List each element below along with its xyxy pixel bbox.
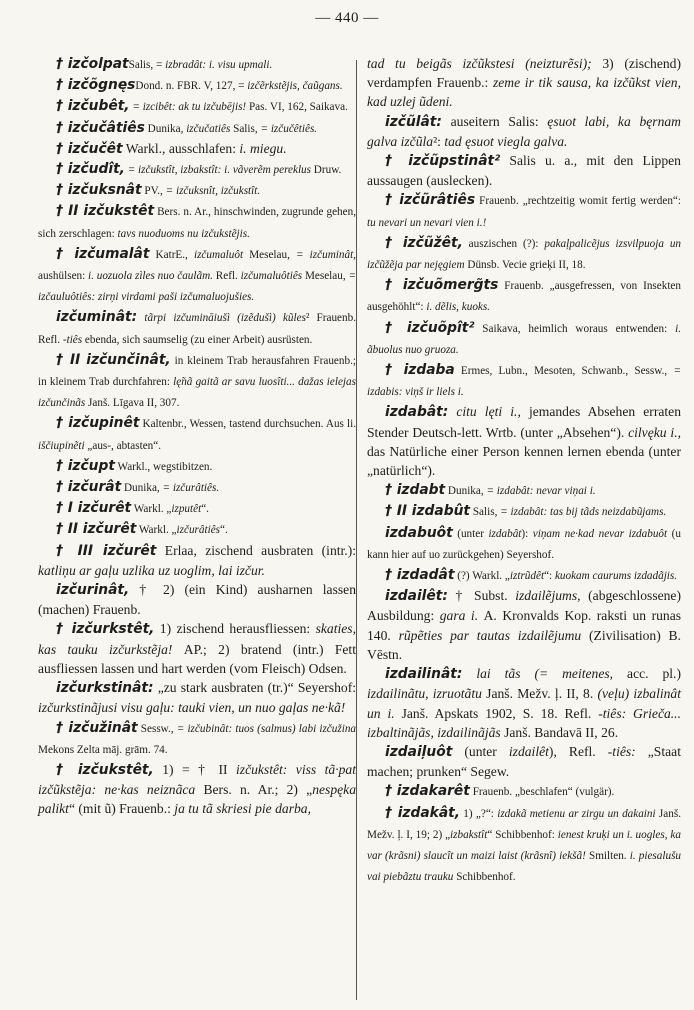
entry-text: gara i. (439, 608, 484, 624)
entry-text: -tiês: Grieča... izbaltinãjãs, izdailinãjãs (367, 705, 681, 740)
entry-text: izdailẽjums, (515, 588, 589, 604)
entry-text: ja tu tã skriesi pie darba, (174, 801, 311, 817)
entry-headword: † izčõgnęs (56, 77, 136, 94)
dictionary-entry (38, 760, 356, 819)
dictionary-entry (38, 580, 356, 619)
entry-text: izbakstît (450, 828, 488, 841)
entry-text: in kleinem Trab herausfahren Frauenb.; in kleinem Trab durchfahren: (38, 354, 356, 389)
entry-text: AP.; 2) bratend (intr.) Fett ausfliessen lassen und hart werden (vom Fleisch) Odsen. (38, 641, 356, 676)
entry-headword: † izčuõmerg̃ts (385, 277, 499, 294)
entry-text: (abgeschlossene) Ausbildung: (367, 588, 681, 624)
entry-text: A. Kronvalds Kop. raksti un runas 140. (367, 608, 682, 643)
entry-text: ²: (433, 133, 445, 149)
entry-text: izdakã metienu ar zirgu un dakaini (497, 807, 659, 820)
entry-text: i. ãbuolus nuo gruoza. (367, 322, 681, 356)
dictionary-entry (367, 360, 681, 402)
entry-text: = izčubinât: tuos (salmus) labi izčužina (176, 722, 357, 735)
entry-text: (unter (452, 743, 509, 759)
entry-text: izčučatiês (186, 122, 234, 135)
entry-text: “. (220, 524, 228, 537)
entry-text: † 2) (ein Kind) ausharnen lassen (machen) Frauenb. (38, 582, 356, 618)
entry-text: Frauenb. „ausgefressen, von Insekten ausgehöhlt“: (367, 280, 681, 314)
entry-text: = izcibêt: ak tu izčubējis! (129, 101, 249, 114)
entry-headword: † izčurât (56, 479, 122, 496)
dictionary-entry (38, 201, 356, 243)
dictionary-entry (367, 781, 681, 802)
entry-headword: izdailêt: (385, 588, 448, 605)
entry-headword: † izčučâtiês (56, 119, 145, 136)
dictionary-entry (367, 480, 681, 501)
entry-headword: † izčužinât (56, 719, 138, 736)
entry-text: † Subst. (447, 588, 516, 604)
entry-headword: † izdakât, (385, 804, 460, 821)
entry-text: izčukstêt: viss tã·pat izčũkstẽja: ne·kas neiznãca (38, 761, 356, 798)
entry-text: Salis, (470, 506, 501, 519)
entry-headword: † izčupt (56, 457, 115, 474)
entry-text: izbradât: i. visu upmali. (165, 59, 273, 71)
dictionary-entry (367, 803, 681, 888)
entry-text: Janš. Mežv. ļ. I, 19; 2) „ (367, 807, 681, 841)
dictionary-entry (38, 96, 356, 117)
dictionary-entry (367, 501, 681, 522)
entry-text: pakaļpalicẽjus izsvilpuoja un izčũžẽja par nejęgiem (367, 237, 682, 272)
entry-text: = izčauluôtiês: zirņi virdami paši izčumaluojušies. (38, 270, 357, 304)
entry-headword: † izčurkstêt, (56, 621, 155, 638)
dictionary-entry (367, 523, 681, 565)
dictionary-entry (38, 118, 356, 139)
entry-text: 3) (zischend) verdampfen Frauenb.: (367, 56, 681, 91)
entry-text: izdailinãtu, izruotãtu (367, 686, 487, 702)
entry-text: Janš. Bandavā II, 26. (504, 724, 619, 740)
entry-headword: † III izčurêt (56, 542, 157, 559)
entry-text: acc. pl.) (627, 666, 681, 682)
entry-text: Smilten. (588, 849, 630, 862)
entry-text: Warkl. „ (136, 524, 177, 537)
entry-text: (u kann hier auf uo zurückgehen) Seyershof. (367, 527, 681, 561)
dictionary-entry (38, 350, 356, 414)
entry-text: Janš. Līgava II, 307. (88, 397, 180, 410)
entry-text: tãrpi izčumināiušì (izẽdušì) kũles (137, 312, 306, 325)
entry-text: ęsuot labi, ka bęrnam galva izčũla (367, 113, 681, 149)
dictionary-entry (367, 190, 681, 232)
entry-text: “ (mit ũ) Frauenb.: (68, 801, 175, 817)
entry-text: i. miegu. (239, 140, 287, 156)
entry-text: PV., (141, 185, 166, 198)
entry-text: Dunika, (144, 122, 187, 135)
entry-headword: izčurinât, (56, 582, 130, 599)
entry-text: rũpẽties par tautas izdailẽjumu (398, 627, 590, 643)
entry-headword: † izčupinêt (56, 415, 140, 432)
entry-text: (veļu) izbalinât un i. (367, 686, 682, 721)
entry-text: Saikava, heimlich woraus entwenden: (474, 322, 676, 335)
entry-text: Warkl. „ (131, 503, 172, 516)
dictionary-entry (38, 541, 356, 580)
entry-headword: † izčudît, (56, 161, 125, 178)
dictionary-entry (367, 233, 681, 275)
entry-text: izputêt (171, 503, 202, 516)
dictionary-entry (38, 180, 356, 201)
entry-text: nespęka palikt (38, 782, 356, 817)
entry-text: Dunika, (121, 482, 163, 495)
entry-text: 1) zischend herausfliessen: (154, 621, 316, 637)
entry-text: tad tu beigãs izčũkstesi (neizturẽsi); (367, 56, 603, 71)
entry-text: i. uozuola zìles nuo čaulãm. (88, 270, 216, 283)
entry-text: izdailêt (508, 743, 549, 759)
entry-headword: † izčumalât (56, 245, 150, 262)
entry-headword: † izdabt (385, 482, 446, 499)
dictionary-entry (38, 139, 356, 159)
dictionary-entry (38, 75, 356, 96)
entry-text: skaties, kas tauku izčurkstẽja! (38, 621, 356, 657)
entry-headword: izčuminât: (56, 309, 138, 326)
column-rule (356, 60, 357, 1000)
entry-text: -tiês (62, 333, 85, 346)
dictionary-entry (367, 318, 681, 360)
entry-text: = izdabis: viņš ir liels i. (367, 365, 681, 399)
entry-text: aushülsen: (38, 270, 89, 283)
entry-headword: † izčũrâtiês (385, 192, 476, 209)
dictionary-entry (38, 718, 356, 760)
entry-text: Druw. (313, 164, 342, 177)
dictionary-entry (38, 413, 356, 455)
entry-text: tu nevari un nevari vien i.! (367, 216, 487, 229)
dictionary-entry (367, 54, 681, 112)
entry-text: tavs nuoduoms nu izčukstẽjis. (117, 227, 250, 240)
entry-headword: izčurkstinât: (56, 680, 154, 697)
entry-text: katliņu ar gaļu uzlika uz uoglim, lai izčur. (38, 562, 265, 578)
entry-text: Dunika, (445, 485, 487, 498)
entry-text: = izčuksnît, izčukstît. (165, 185, 261, 198)
entry-headword: † I izčurêt (56, 500, 132, 517)
entry-headword: † II izčurêt (56, 521, 137, 538)
entry-text: Warkl., wegstibitzen. (114, 460, 213, 473)
entry-text: Bers. n. Ar.; 2) „ (203, 782, 313, 798)
entry-text: tad ęsuot viegla galva. (444, 133, 568, 149)
entry-text: ), Refl. (548, 743, 608, 759)
entry-text: Janš. Apskats 1902, S. 18. Refl. (401, 705, 599, 721)
dictionary-entry (367, 112, 681, 151)
dictionary-entry (38, 519, 356, 540)
dictionary-entry (367, 565, 681, 586)
dictionary-entry (38, 54, 356, 75)
dictionary-entry (38, 456, 356, 477)
entry-text: Salis, (233, 122, 261, 135)
entry-text: Sessw., (137, 722, 177, 735)
entry-text: = izčuminât, (296, 248, 356, 261)
entry-text: viņam ne·kad nevar izdabuôt (532, 527, 672, 540)
entry-text: Warkl., ausschlafen: (122, 140, 240, 156)
entry-headword: † izčukstêt, (56, 761, 154, 778)
entry-headword: † II izčukstêt (56, 203, 155, 220)
entry-text: ebenda, sich saumselig (zu einer Arbeit) ausrüsten. (84, 333, 313, 346)
entry-text: Refl. (215, 270, 241, 283)
entry-text: izčumaluôt (193, 248, 250, 261)
entry-text: Frauenb. „beschlafen“ (vulgär). (469, 786, 615, 799)
entry-headword: † izčũžêt, (385, 234, 463, 251)
entry-headword: izdabât: (385, 404, 449, 421)
dictionary-entry (38, 159, 356, 180)
dictionary-entry (38, 498, 356, 519)
entry-text: (?) Warkl. „ (454, 570, 510, 583)
entry-headword: † izdaba (385, 362, 455, 379)
page-number: — 440 — (315, 10, 379, 26)
entry-text: Salis, = (128, 59, 166, 71)
entry-headword: † izčolpat (56, 56, 129, 72)
entry-text: zeme ir tik sausa, ka izčũkst vien, kad uzlej ũdeni. (367, 75, 681, 110)
entry-text: 1) „?“: (459, 807, 498, 820)
entry-text: ienest kruķi un i. uogles, ka var (krãsni) slaucît un maizi laist (krãsnî) iekšã! (367, 828, 681, 862)
entry-text: = izdabât: nevar viņai i. (486, 485, 596, 498)
entry-text: citu lęti i., (448, 404, 529, 420)
entry-headword: † II izdabût (385, 503, 471, 520)
entry-text: „Staat machen; prunken“ Segew. (367, 743, 681, 780)
entry-headword: izdabuôt (385, 524, 453, 541)
entry-headword: † izčučêt (56, 140, 123, 157)
entry-text: Kaltenbr., Wessen, tastend durchsuchen. Aus li. (139, 418, 356, 431)
entry-text: i. dẽlis, kuoks. (426, 301, 491, 314)
dictionary-entry (38, 477, 356, 498)
entry-headword: izdailinât: (385, 666, 463, 683)
entry-text: Dünsb. Vecie grieķi II, 18. (467, 259, 586, 272)
dictionary-entry (38, 678, 356, 717)
entry-text: Schibbenhof. (456, 871, 516, 884)
entry-headword: † izdakarêt (385, 783, 470, 800)
entry-text: = izčučêtiês. (260, 122, 318, 135)
entry-text: Janš. Mežv. ļ. II, 8. (486, 686, 598, 702)
entry-text: jemandes Absehen erraten Stender Deutsch-lett. Wrtb. (unter „Absehen“). (367, 404, 681, 440)
entry-text: izčurkstinãjusi visu gaļu: tauki vien, un nuo gaļas ne·kã! (38, 700, 346, 716)
entry-text: iščiupinẽti (38, 439, 88, 452)
entry-headword: † izdadât (385, 567, 455, 584)
entry-text: Bers. n. Ar., hinschwinden, zugrunde gehen, sich zerschlagen: (38, 206, 356, 240)
entry-headword: † izčuksnât (56, 182, 142, 199)
dictionary-entry (367, 586, 681, 664)
entry-text: i. piesalušu vai piebãztu trauku (367, 849, 682, 884)
entry-text: „zu stark ausbraten (tr.)“ Seyershof: (153, 680, 356, 696)
left-column (38, 54, 356, 819)
entry-text: ² Frauenb. Refl. (38, 312, 356, 346)
entry-text: “: (544, 570, 555, 583)
right-column (367, 54, 681, 887)
entry-text: kuokam caurums izdadãjis. (554, 570, 678, 583)
dictionary-entry (367, 664, 681, 742)
entry-text: (Zivilisation) B. Vēstn. (367, 627, 681, 662)
entry-text: “ Schibbenhof: (487, 828, 558, 841)
entry-text: izčẽrkstẽjis, čaũgans. (247, 80, 343, 93)
entry-text: Mekons Zelta māj. grām. 74. (38, 743, 168, 756)
entry-text: cilvęku i., (628, 424, 681, 440)
entry-text: „aus-, abtasten“. (87, 439, 162, 452)
entry-headword: † II izčunčinât, (56, 351, 171, 368)
entry-headword: izdaiļuôt (385, 743, 453, 760)
dictionary-entry (367, 275, 681, 317)
entry-headword: † izčũpstinât² (385, 153, 501, 170)
entry-text: -tiês: (607, 743, 648, 759)
entry-text: Frauenb. „rechtzeitig womit fertig werden“: (475, 195, 681, 208)
entry-text: = izčurâtiês. (162, 482, 220, 495)
entry-text: das Natürliche einer Person kennen lernen ebenda (unter „natürlich“). (367, 443, 681, 479)
entry-text: Dond. n. FBR. V, 127, = (135, 80, 248, 93)
entry-text: iztrũdêt (509, 570, 545, 583)
entry-text: izčurâtiês (176, 524, 221, 537)
entry-text: 1) = † II (153, 761, 236, 777)
dictionary-entry (367, 402, 681, 480)
entry-text: (unter (452, 527, 489, 540)
entry-text: Ermes, Lubn., Mesoten, Schwanb., Sessw., (454, 365, 674, 378)
entry-text: auseitern Salis: (441, 113, 548, 129)
entry-text: “. (201, 503, 209, 516)
entry-text: auszischen (?): (462, 237, 545, 250)
entry-text: Pas. VI, 162, Saikava. (248, 101, 348, 114)
entry-text: lę̃nã gaitã ar savu luosîti... dažas ielejas izčunčinãs (38, 376, 356, 410)
entry-text: Erlaa, zischend ausbraten (intr.): (156, 542, 356, 558)
entry-text: Meselau, (249, 248, 297, 261)
dictionary-entry (38, 244, 356, 308)
dictionary-entry (367, 742, 681, 781)
entry-text: lai tãs (= meitenes, (462, 666, 628, 682)
dictionary-entry (367, 151, 681, 190)
entry-text: izdabât (488, 527, 522, 540)
entry-headword: † izčuõpît² (385, 319, 475, 336)
entry-headword: † izčubêt, (56, 98, 130, 115)
dictionary-entry (38, 307, 356, 349)
entry-text: Salis u. a., mit den Lippen aussaugen (auslecken). (367, 153, 681, 189)
entry-text: ): (521, 527, 533, 540)
dictionary-entry (38, 619, 356, 678)
entry-text: = izčukstît, izbakstît: i. vãverẽm pereklus (124, 164, 314, 177)
entry-text: = izdabât: tas bij tãds neizdabũjams. (500, 506, 667, 519)
entry-text: KatrE., (149, 248, 194, 261)
entry-headword: izčũlât: (385, 113, 442, 130)
entry-text: izčumaluôtiês (240, 270, 305, 283)
entry-text: Meselau, (304, 270, 349, 283)
